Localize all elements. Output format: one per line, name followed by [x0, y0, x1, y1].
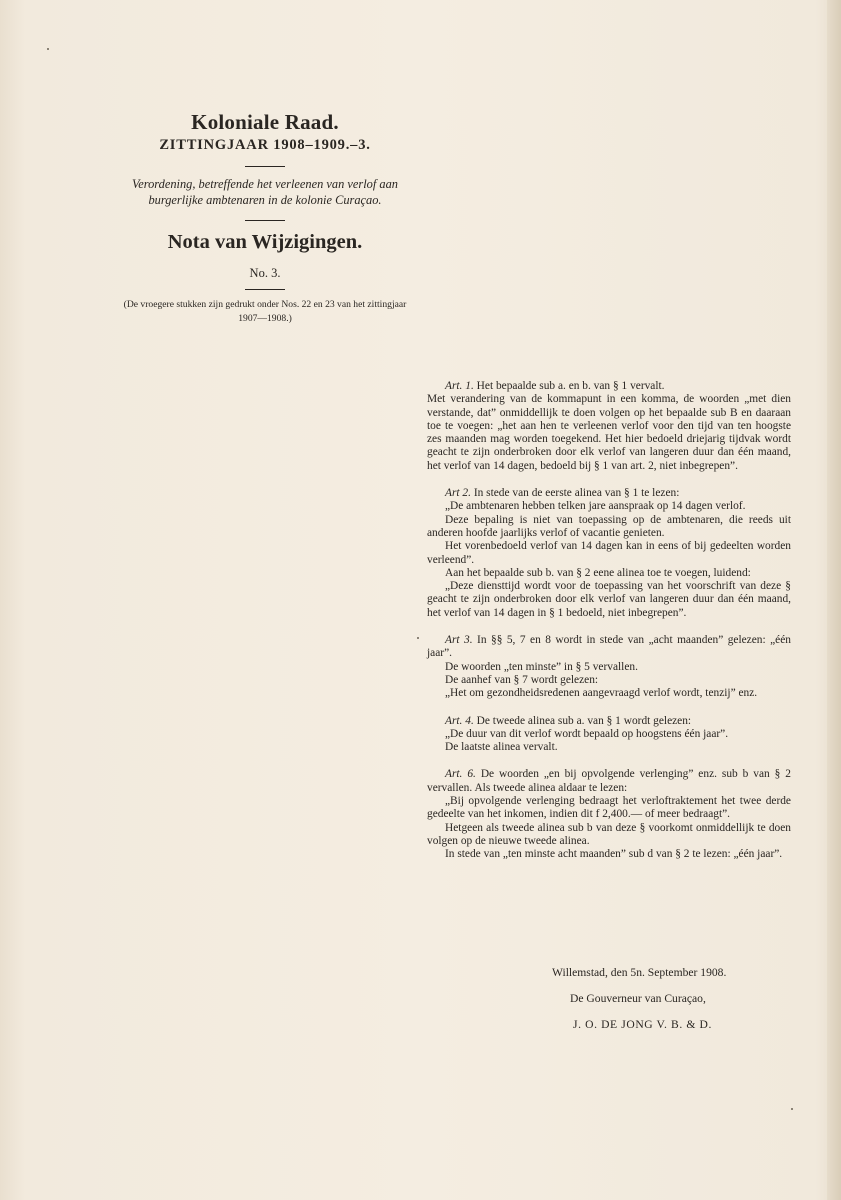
article-text: De woorden „ten minste” in § 5 vervallen.	[445, 660, 638, 673]
document-type: Nota van Wijzigingen.	[167, 231, 363, 253]
article-text: De tweede alinea sub a. van § 1 wordt gelezen:	[476, 714, 692, 727]
article-text: In stede van „ten minste acht maanden” sub d van § 2 te lezen: „één jaar”.	[445, 848, 783, 861]
page-edge	[827, 0, 841, 1200]
amendments-body	[427, 380, 791, 876]
divider	[245, 220, 285, 221]
article-text: „De duur van dit verlof wordt bepaald op hoogstens één jaar”.	[445, 727, 729, 740]
paper-speck	[417, 637, 419, 639]
article-text: De aanhef van § 7 wordt gelezen:	[445, 673, 599, 686]
governor-title: De Gouverneur van Curaçao,	[570, 992, 706, 1005]
article-text: „Het om gezondheidsredenen aangevraagd verlof wordt, tenzij” enz.	[445, 687, 758, 700]
session-year: ZITTINGJAAR 1908–1909.–3.	[159, 137, 371, 153]
divider	[245, 166, 285, 167]
place-date: Willemstad, den 5n. September 1908.	[552, 966, 727, 979]
article-text: In stede van de eerste alinea van § 1 te lezen:	[473, 487, 680, 500]
article-text: Hetgeen als tweede alinea sub b van deze § voorkomt onmiddellijk te doen volgen op de nieuwe tweede alinea.	[427, 821, 791, 847]
article-1	[427, 380, 791, 473]
council-title: Koloniale Raad.	[191, 110, 339, 134]
article-text: Met verandering van de kommapunt in een komma, de woorden „met dien verstande, dat” onmiddellijk te doen volgen op het bepaalde sub B en daaraan toe te voegen: „het aan hen te verleenen verlof voor den tijd van ten hoogste zes maanden mag worden toegekend. Het hier bedoeld driejarig tijdvak wordt geacht te zijn onderbroken door elk verlof van langeren duur dan één maand, het verlof van 14 dagen, bedoeld bij § 1 van art. 2, niet inbegrepen”.	[427, 393, 791, 472]
paper-speck	[791, 1108, 793, 1110]
article-text: In §§ 5, 7 en 8 wordt in stede van „acht maanden” gelezen: „één jaar”.	[427, 634, 791, 660]
article-label: Art. 6.	[445, 768, 476, 781]
previous-documents-note: (De vroegere stukken zijn gedrukt onder Nos. 22 en 23 van het zittingjaar 1907—1908.)	[123, 299, 407, 324]
article-text: „Deze diensttijd wordt voor de toepassing van het voorschrift van deze § geacht te zijn onderbroken door elk verlof van langeren duur dan één maand, het verlof van 14 dagen in § 1 bedoeld, niet inbegrepen”.	[427, 580, 791, 619]
article-text: De laatste alinea vervalt.	[445, 741, 558, 754]
article-2	[427, 487, 791, 620]
article-text: Deze bepaling is niet van toepassing op de ambtenaren, die reeds uit anderen hoofde jaarlijks verlof of vacantie genieten.	[427, 513, 791, 539]
article-6	[427, 768, 791, 861]
article-text: „Bij opvolgende verlenging bedraagt het verloftraktement het twee derde gedeelte van het inkomen, indien dit f 2,400.— of meer bedraagt”.	[427, 795, 791, 821]
ordinance-title: Verordening, betreffende het verleenen van verlof aan burgerlijke ambtenaren in de kolonie Curaçao.	[132, 177, 398, 207]
article-label: Art. 4.	[445, 714, 474, 727]
signature: J. O. DE JONG V. B. & D.	[573, 1018, 712, 1031]
document-header	[110, 110, 420, 326]
article-3	[427, 634, 791, 700]
paper-speck	[47, 48, 49, 50]
article-text: Het bepaalde sub a. en b. van § 1 vervalt.	[476, 380, 665, 392]
article-label: Art. 1.	[445, 380, 474, 392]
document-number: No. 3.	[249, 266, 281, 280]
divider	[245, 289, 285, 290]
article-text: Het vorenbedoeld verlof van 14 dagen kan in eens of bij gedeelten worden verleend”.	[427, 540, 791, 566]
article-text: Aan het bepaalde sub b. van § 2 eene alinea toe te voegen, luidend:	[445, 566, 751, 579]
article-4	[427, 715, 791, 755]
article-label: Art 3.	[445, 634, 473, 647]
article-label: Art 2.	[445, 487, 471, 500]
article-text: „De ambtenaren hebben telken jare aanspraak op 14 dagen verlof.	[445, 500, 746, 513]
article-text: De woorden „en bij opvolgende verlenging” enz. sub b van § 2 vervallen. Als tweede alinea aldaar te lezen:	[427, 768, 791, 794]
